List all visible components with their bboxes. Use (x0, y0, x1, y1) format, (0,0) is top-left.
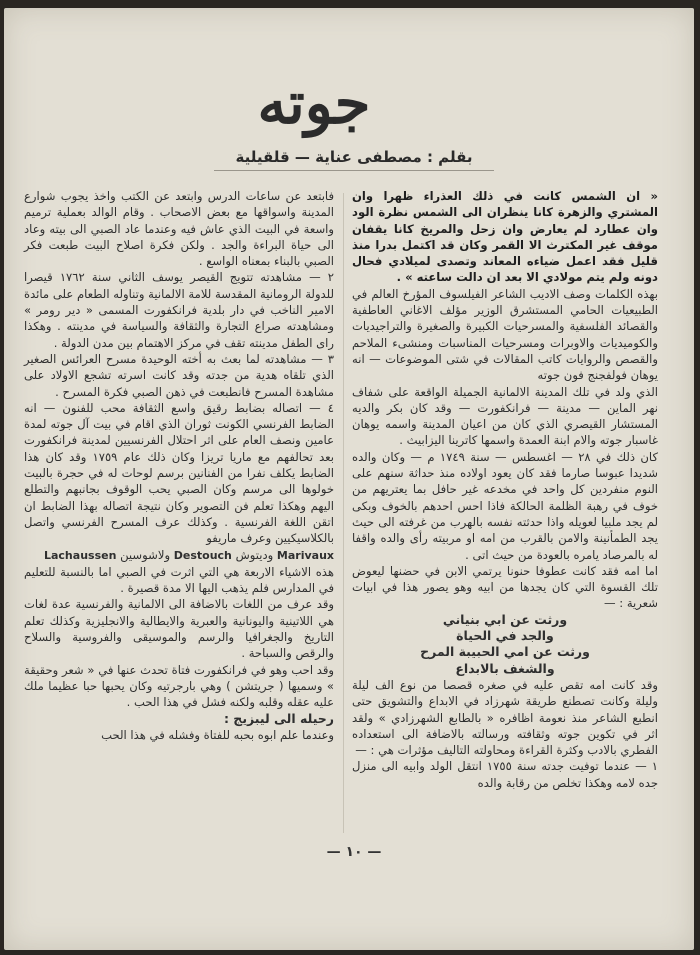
article-title: جوته (257, 69, 371, 137)
left-column (24, 188, 334, 743)
paragraph: ٤ — اتصاله بضابط رقيق واسع الثقافة محب للفنون — انه الضابط الفرنسي الكونت ثوران الذي اقام في بيت آل جوته لمدة عامين ونصف العام على اثر احتلال الفرنسيين لمدينة فرانكفورت بعد تحالفهم مع ماريا تريزا وكان ذلك عام ١٧٥٩ وقد كان هذا الضابط يكلف نفرا من الفنانين برسم لوحات له في حجرة بالبيت خولوها الى مرسم وكان الصبي يحب الوقوف بجانبهم والتطلع اليهم وهكذا تعلم فن التصوير وكان نتيجة اتصاله بهذا الضابط ان اتقن اللغة الفرنسية . وكذلك عرف المسرح الفرنسي واتصل بالكلاسيكيين وعرف ماريفو (24, 400, 334, 546)
paragraph-names (24, 547, 334, 564)
paragraph: وقد عرف من اللغات بالاضافة الى الالمانية والفرنسية عدة لغات هي اللاتينية واليونانية والعبرية والايطالية والانجليزية وكذلك تعلم التاريخ والجغرافيا والرسم والموسيقى والفروسية والسلاح والرقص والسباحة . (24, 597, 334, 661)
paragraph: الذي ولد في تلك المدينة الالمانية الجميلة الواقعة على شفاف نهر الماين — مدينة — فرانكفورت — وقد كان بكر والديه المستشار القيصري الذي كان من اعيان المدينة واسمه يوهان غاسبار جوته والام ابنة العمدة واسمها كاترينا اليزابيث . (352, 384, 658, 448)
article-byline: بقلم : مصطفى عناية — قلقيلية (235, 148, 473, 166)
newspaper-page (4, 8, 694, 950)
paragraph: ٢ — مشاهدته تتويج القيصر يوسف الثاني سنة ١٧٦٢ قيصرا للدولة الرومانية المقدسة للامة الالمانية وتناوله الطعام على مائدة الامير الناخب في دار بلدية فرانكفورت المسمى « دير رومر » ومشاهدته صراع التجارة والثقافة والسياسة في مدينته . وهكذا راى الطفل مدينته تقف في مركز الاهتمام بين مدن الدولة . (24, 270, 334, 350)
latin-name: Lachaussen (43, 548, 117, 562)
paragraph: ٣ — مشاهدته لما بعث به أخته الوحيدة مسرح العرائس الصغير الذي تلقاه هدية من جدته وقد كانت اسرته تشجع الاولاد على مشاهدة المسرح فانطبعت في ذهن الصبي فكرة المسرح . (24, 351, 334, 399)
paragraph: اما امه فقد كانت عطوفا حنونا يرتمي الابن في حضنها ليعوض تلك القسوة التي كان يجدها من ابيه وهو يصور هذا في ابيات شعرية : — (352, 563, 658, 611)
paragraph: بهذه الكلمات وصف الاديب الشاعر الفيلسوف المؤرخ العالم في الطبيعيات الحامي المستشرق الوزير مؤلف الاغاني العاطفية والقصائد الفلسفية والمسرحيات الكبيرة والصغيرة والتراجيديات والكوميديات والاوبرات ومسرحيات المناسبات ومنشىء الملاحم والقصص والروايات كاتب المقالات في شتى الموضوعات — انه يوهان فولفجنج فون جوته (352, 286, 658, 383)
inline-text: وديتوش (235, 547, 274, 562)
paragraph: ١ — عندما توفيت جدته سنة ١٧٥٥ انتقل الولد وابيه الى منزل جده لامه وهكذا تخلص من رقابة والده (352, 759, 658, 790)
right-column (352, 188, 658, 791)
paragraph: وقد كانت امه تقص عليه في صغره قصصا من نوع الف ليلة وليلة وكانت تصطنع طريقة شهرزاد في الابداع والتشويق حتى انطبع الشاعر منذ نعومة اظافره « بالطابع الشهرزادي » ولقد اثر في تكوين جوته وثقافته ورسالته بالاضافة الى استعداده الفطري بالادب وكثرة القراءة ومحاولته التاليف مؤثرات هي : — (352, 677, 658, 758)
paragraph: وعندما علم ابوه بحبه للفتاة وفشله في هذا الحب (101, 727, 334, 742)
verse-line: والشغف بالابداع (455, 660, 555, 676)
paragraph: وقد احب وهو في فرانكفورت فتاة تحدث عنها في « شعر وحقيقة » وسميها ( جريتشن ) وهي بارجرتيه وكان يحبها حبا عظيما ملك عليه عقله وقلبه ولكنه فشل في هذا الحب . (24, 662, 334, 710)
column-divider (343, 193, 344, 833)
byline-divider (214, 170, 494, 171)
verse-line: ورثت عن امي الحبيبة المرح (420, 644, 590, 660)
page-number: — ١٠ — (326, 844, 382, 860)
paragraph: كان ذلك في ٢٨ — اغسطس — سنة ١٧٤٩ م — وكان والده شديدا عبوسا صارما فقد كان يعود اولاده منذ حداثة سنهم على النوم منفردين كل واحد في مخدعه غير حافل بما يعتريهم من خوف في رهبة الظلمة الحالكة فاذا احس احدهم بالخوف وبكى لم يجد ملبيا لعويله واذا حدثته نفسه بالهرب من غرفته الى حيث يجد الطمأنينة والامن بالقرب من امه او مربيته رأى والده واقفا له بالمرصاد يامره بالعودة من حيث اتى . (352, 449, 658, 562)
verse-line: والجد في الحياة (456, 628, 554, 644)
latin-name: Marivaux (276, 548, 334, 562)
paragraph: فابتعد عن ساعات الدرس وابتعد عن الكتب واخذ يجوب شوارع المدينة واسواقها مع بعض الاصحاب . وقام الوالد بعملية ترميم واسعة في البيت الذي عاش فيه وعندما عاد الصبي الى بيته وعاد الى حياة البراءة والجد . ولكن فكرة اصلاح البيت طبعت فكر الصبي بالبناء بمعناه الواسع . (24, 189, 334, 269)
section-heading: رحيله الى ليبزيج : (223, 710, 334, 726)
paragraph: هذه الاشياء الاربعة هي التي اثرت في الصبي اما بالنسبة للتعليم في المدارس فلم يذهب اليها الا مدة قصيرة . (24, 564, 334, 596)
latin-name: Destouch (173, 548, 232, 562)
verse-line: ورثت عن ابي بنياني (442, 611, 568, 627)
article-title-calligraphy (164, 68, 464, 143)
inline-text: ولاشوسين (120, 547, 171, 562)
opening-quote: « ان الشمس كانت في ذلك العذراء ظهرا وان المشتري والزهرة كانا ينظران الى الشمس نظرة الود وان عطارد لم يعارض وان زحل والمريخ كانا يقفان موقف غير المكترث الا القمر وكان قد اكتمل بدرا منذ قليل فقد اعمل ضياءه المعاند وتصدى لميلادي فحال دونه ولم يتم مولادي الا بعد ان دالت ساعته » . (352, 189, 658, 285)
